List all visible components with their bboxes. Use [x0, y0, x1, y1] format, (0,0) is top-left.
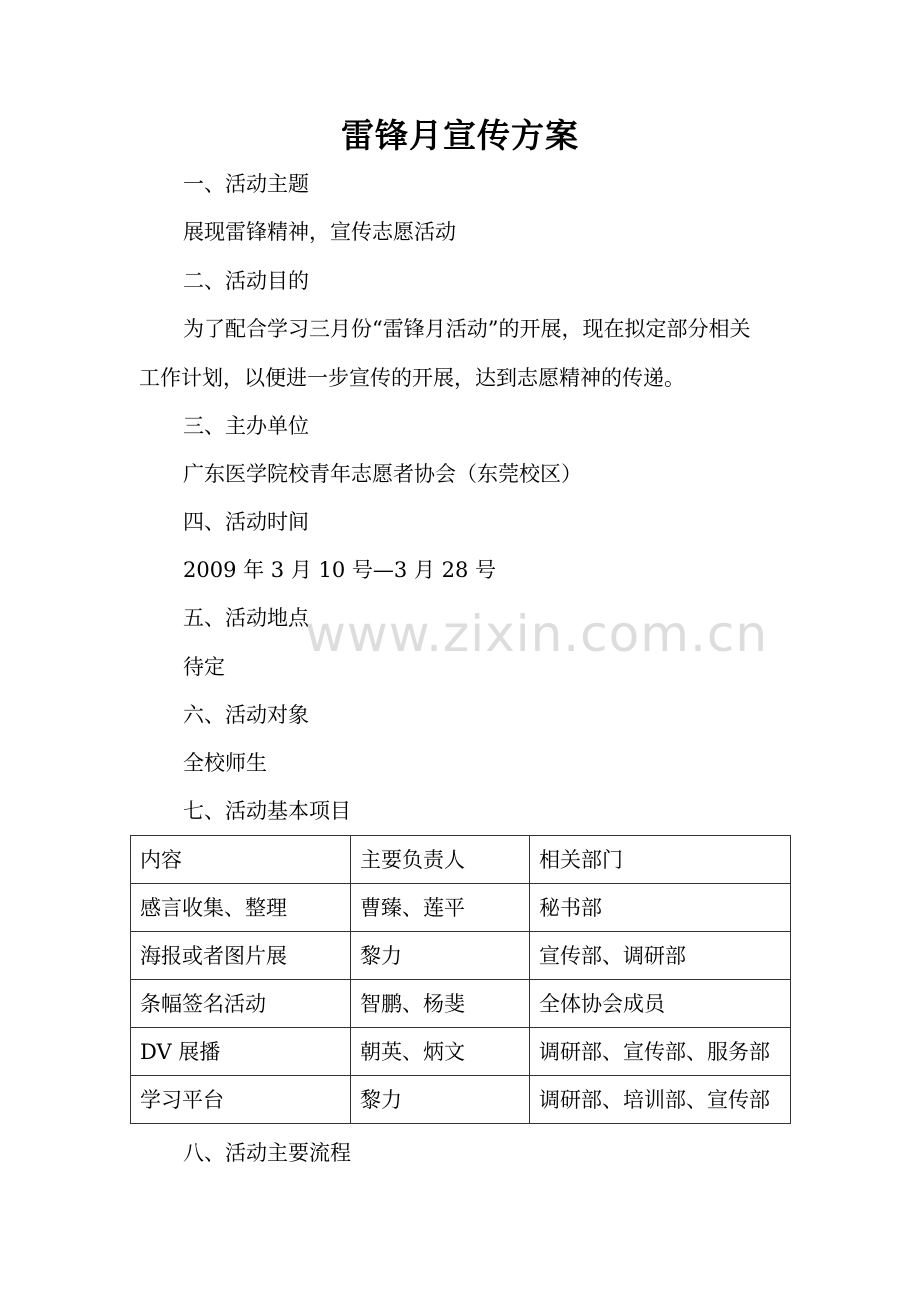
table-cell-department: 全体协会成员	[530, 980, 791, 1028]
purpose-text-line1: 为了配合学习三月份“雷锋月活动”的开展，现在拟定部分相关	[183, 317, 751, 341]
table-header-row	[131, 836, 791, 884]
time-heading: 四、活动时间	[183, 510, 309, 534]
table-cell-content: DV 展播	[131, 1028, 351, 1076]
header-cell-department: 相关部门	[530, 836, 791, 884]
table-row	[131, 1028, 791, 1076]
table-cell-department: 秘书部	[530, 884, 791, 932]
table-cell-content: 学习平台	[131, 1076, 351, 1124]
purpose-text-line2: 工作计划，以便进一步宣传的开展，达到志愿精神的传递。	[139, 366, 685, 390]
organizer-text: 广东医学院校青年志愿者协会（东莞校区）	[183, 462, 582, 486]
document-title: 雷锋月宣传方案	[341, 116, 579, 155]
items-heading: 七、活动基本项目	[183, 799, 351, 823]
table-row	[131, 932, 791, 980]
header-cell-owner: 主要负责人	[351, 836, 530, 884]
watermark: www.zixin.com.cn	[305, 605, 769, 663]
table-cell-owner: 智鹏、杨斐	[351, 980, 530, 1028]
table-cell-owner: 曹臻、莲平	[351, 884, 530, 932]
table-cell-content: 感言收集、整理	[131, 884, 351, 932]
table-cell-content: 条幅签名活动	[131, 980, 351, 1028]
header-cell-content: 内容	[131, 836, 351, 884]
place-text: 待定	[183, 655, 225, 679]
audience-heading: 六、活动对象	[183, 703, 309, 727]
table-row	[131, 884, 791, 932]
table-cell-department: 宣传部、调研部	[530, 932, 791, 980]
place-heading: 五、活动地点	[183, 606, 309, 630]
activity-items-table	[130, 835, 791, 1124]
audience-text: 全校师生	[183, 751, 267, 775]
table-cell-owner: 黎力	[351, 932, 530, 980]
table-cell-owner: 黎力	[351, 1076, 530, 1124]
time-text: 2009 年 3 月 10 号—3 月 28 号	[183, 558, 497, 582]
table-cell-content: 海报或者图片展	[131, 932, 351, 980]
theme-text: 展现雷锋精神，宣传志愿活动	[183, 220, 456, 244]
organizer-heading: 三、主办单位	[183, 414, 309, 438]
table-row	[131, 1076, 791, 1124]
flow-heading: 八、活动主要流程	[183, 1141, 351, 1165]
table-cell-department: 调研部、宣传部、服务部	[530, 1028, 791, 1076]
purpose-heading: 二、活动目的	[183, 269, 309, 293]
table-cell-department: 调研部、培训部、宣传部	[530, 1076, 791, 1124]
table-cell-owner: 朝英、炳文	[351, 1028, 530, 1076]
table-row	[131, 980, 791, 1028]
theme-heading: 一、活动主题	[183, 172, 309, 196]
